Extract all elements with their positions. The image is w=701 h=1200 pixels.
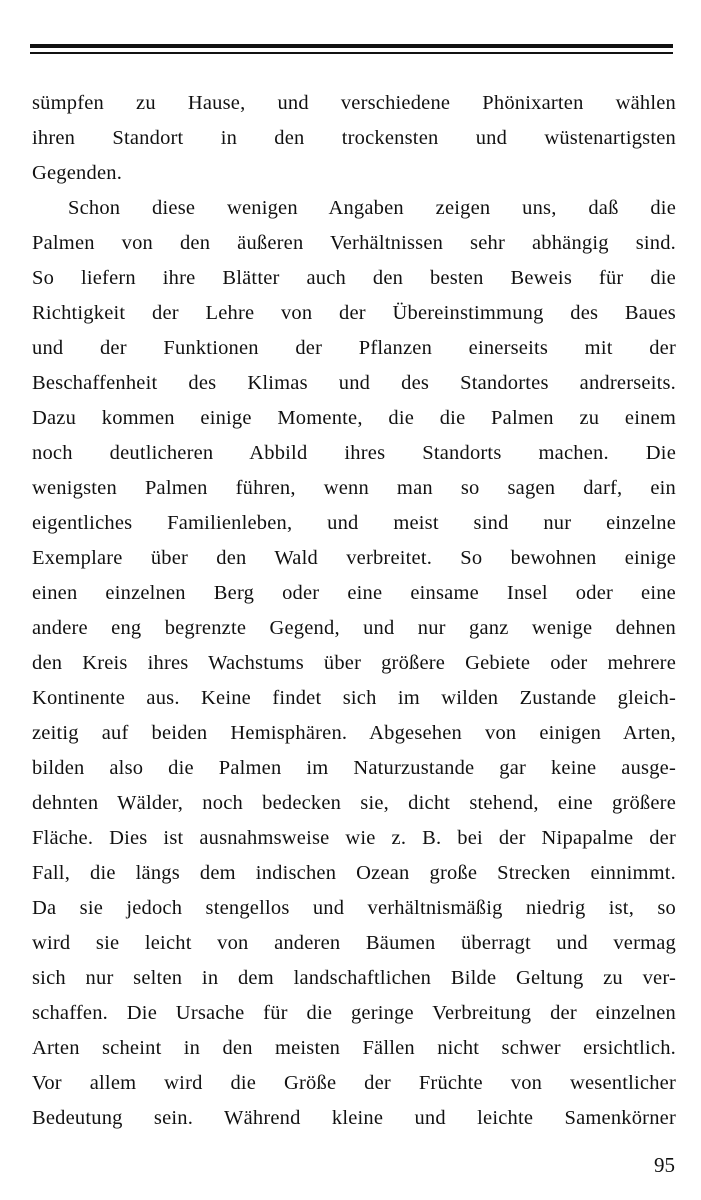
text-line: sümpfen zu Hause, und verschiedene Phönixarten wählen	[32, 92, 676, 114]
text-line: Vor allem wird die Größe der Früchte von wesentlicher	[32, 1072, 676, 1094]
text-line: bilden also die Palmen im Naturzustande gar keine ausge-	[32, 757, 676, 779]
text-line: dehnten Wälder, noch bedecken sie, dicht stehend, eine größere	[32, 792, 676, 814]
text-line: Beschaffenheit des Klimas und des Standortes andrerseits.	[32, 372, 676, 394]
text-line: und der Funktionen der Pflanzen einerseits mit der	[32, 337, 676, 359]
text-line: einen einzelnen Berg oder eine einsame Insel oder eine	[32, 582, 676, 604]
text-line: Fall, die längs dem indischen Ozean große Strecken einnimmt.	[32, 862, 676, 884]
text-line: Bedeutung sein. Während kleine und leichte Samenkörner	[32, 1107, 676, 1129]
text-line: Exemplare über den Wald verbreitet. So bewohnen einige	[32, 547, 676, 569]
text-line: Schon diese wenigen Angaben zeigen uns, daß die	[68, 197, 676, 219]
text-line: Dazu kommen einige Momente, die die Palmen zu einem	[32, 407, 676, 429]
text-line: Gegenden.	[32, 162, 123, 184]
text-line: den Kreis ihres Wachstums über größere Gebiete oder mehrere	[32, 652, 676, 674]
text-line: wenigsten Palmen führen, wenn man so sagen darf, ein	[32, 477, 676, 499]
text-line: wird sie leicht von anderen Bäumen überragt und vermag	[32, 932, 676, 954]
text-line: andere eng begrenzte Gegend, und nur ganz wenige dehnen	[32, 617, 676, 639]
text-line: Da sie jedoch stengellos und verhältnismäßig niedrig ist, so	[32, 897, 676, 919]
header-rule-thin	[30, 52, 673, 54]
page-number: 95	[654, 1153, 675, 1177]
text-line: Arten scheint in den meisten Fällen nicht schwer ersichtlich.	[32, 1037, 676, 1059]
header-rule-thick	[30, 44, 673, 48]
text-line: ihren Standort in den trockensten und wüstenartigsten	[32, 127, 676, 149]
body-text	[32, 86, 676, 1136]
text-line: zeitig auf beiden Hemisphären. Abgesehen von einigen Arten,	[32, 722, 676, 744]
text-line: So liefern ihre Blätter auch den besten Beweis für die	[32, 267, 676, 289]
text-line: schaffen. Die Ursache für die geringe Verbreitung der einzelnen	[32, 1002, 676, 1024]
text-line: Richtigkeit der Lehre von der Übereinstimmung des Baues	[32, 302, 676, 324]
text-line: eigentliches Familienleben, und meist sind nur einzelne	[32, 512, 676, 534]
text-line: Palmen von den äußeren Verhältnissen sehr abhängig sind.	[32, 232, 676, 254]
text-line: sich nur selten in dem landschaftlichen Bilde Geltung zu ver-	[32, 967, 676, 989]
text-line: noch deutlicheren Abbild ihres Standorts machen. Die	[32, 442, 676, 464]
text-line: Kontinente aus. Keine findet sich im wilden Zustande gleich-	[32, 687, 676, 709]
text-line: Fläche. Dies ist ausnahmsweise wie z. B. bei der Nipapalme der	[32, 827, 676, 849]
